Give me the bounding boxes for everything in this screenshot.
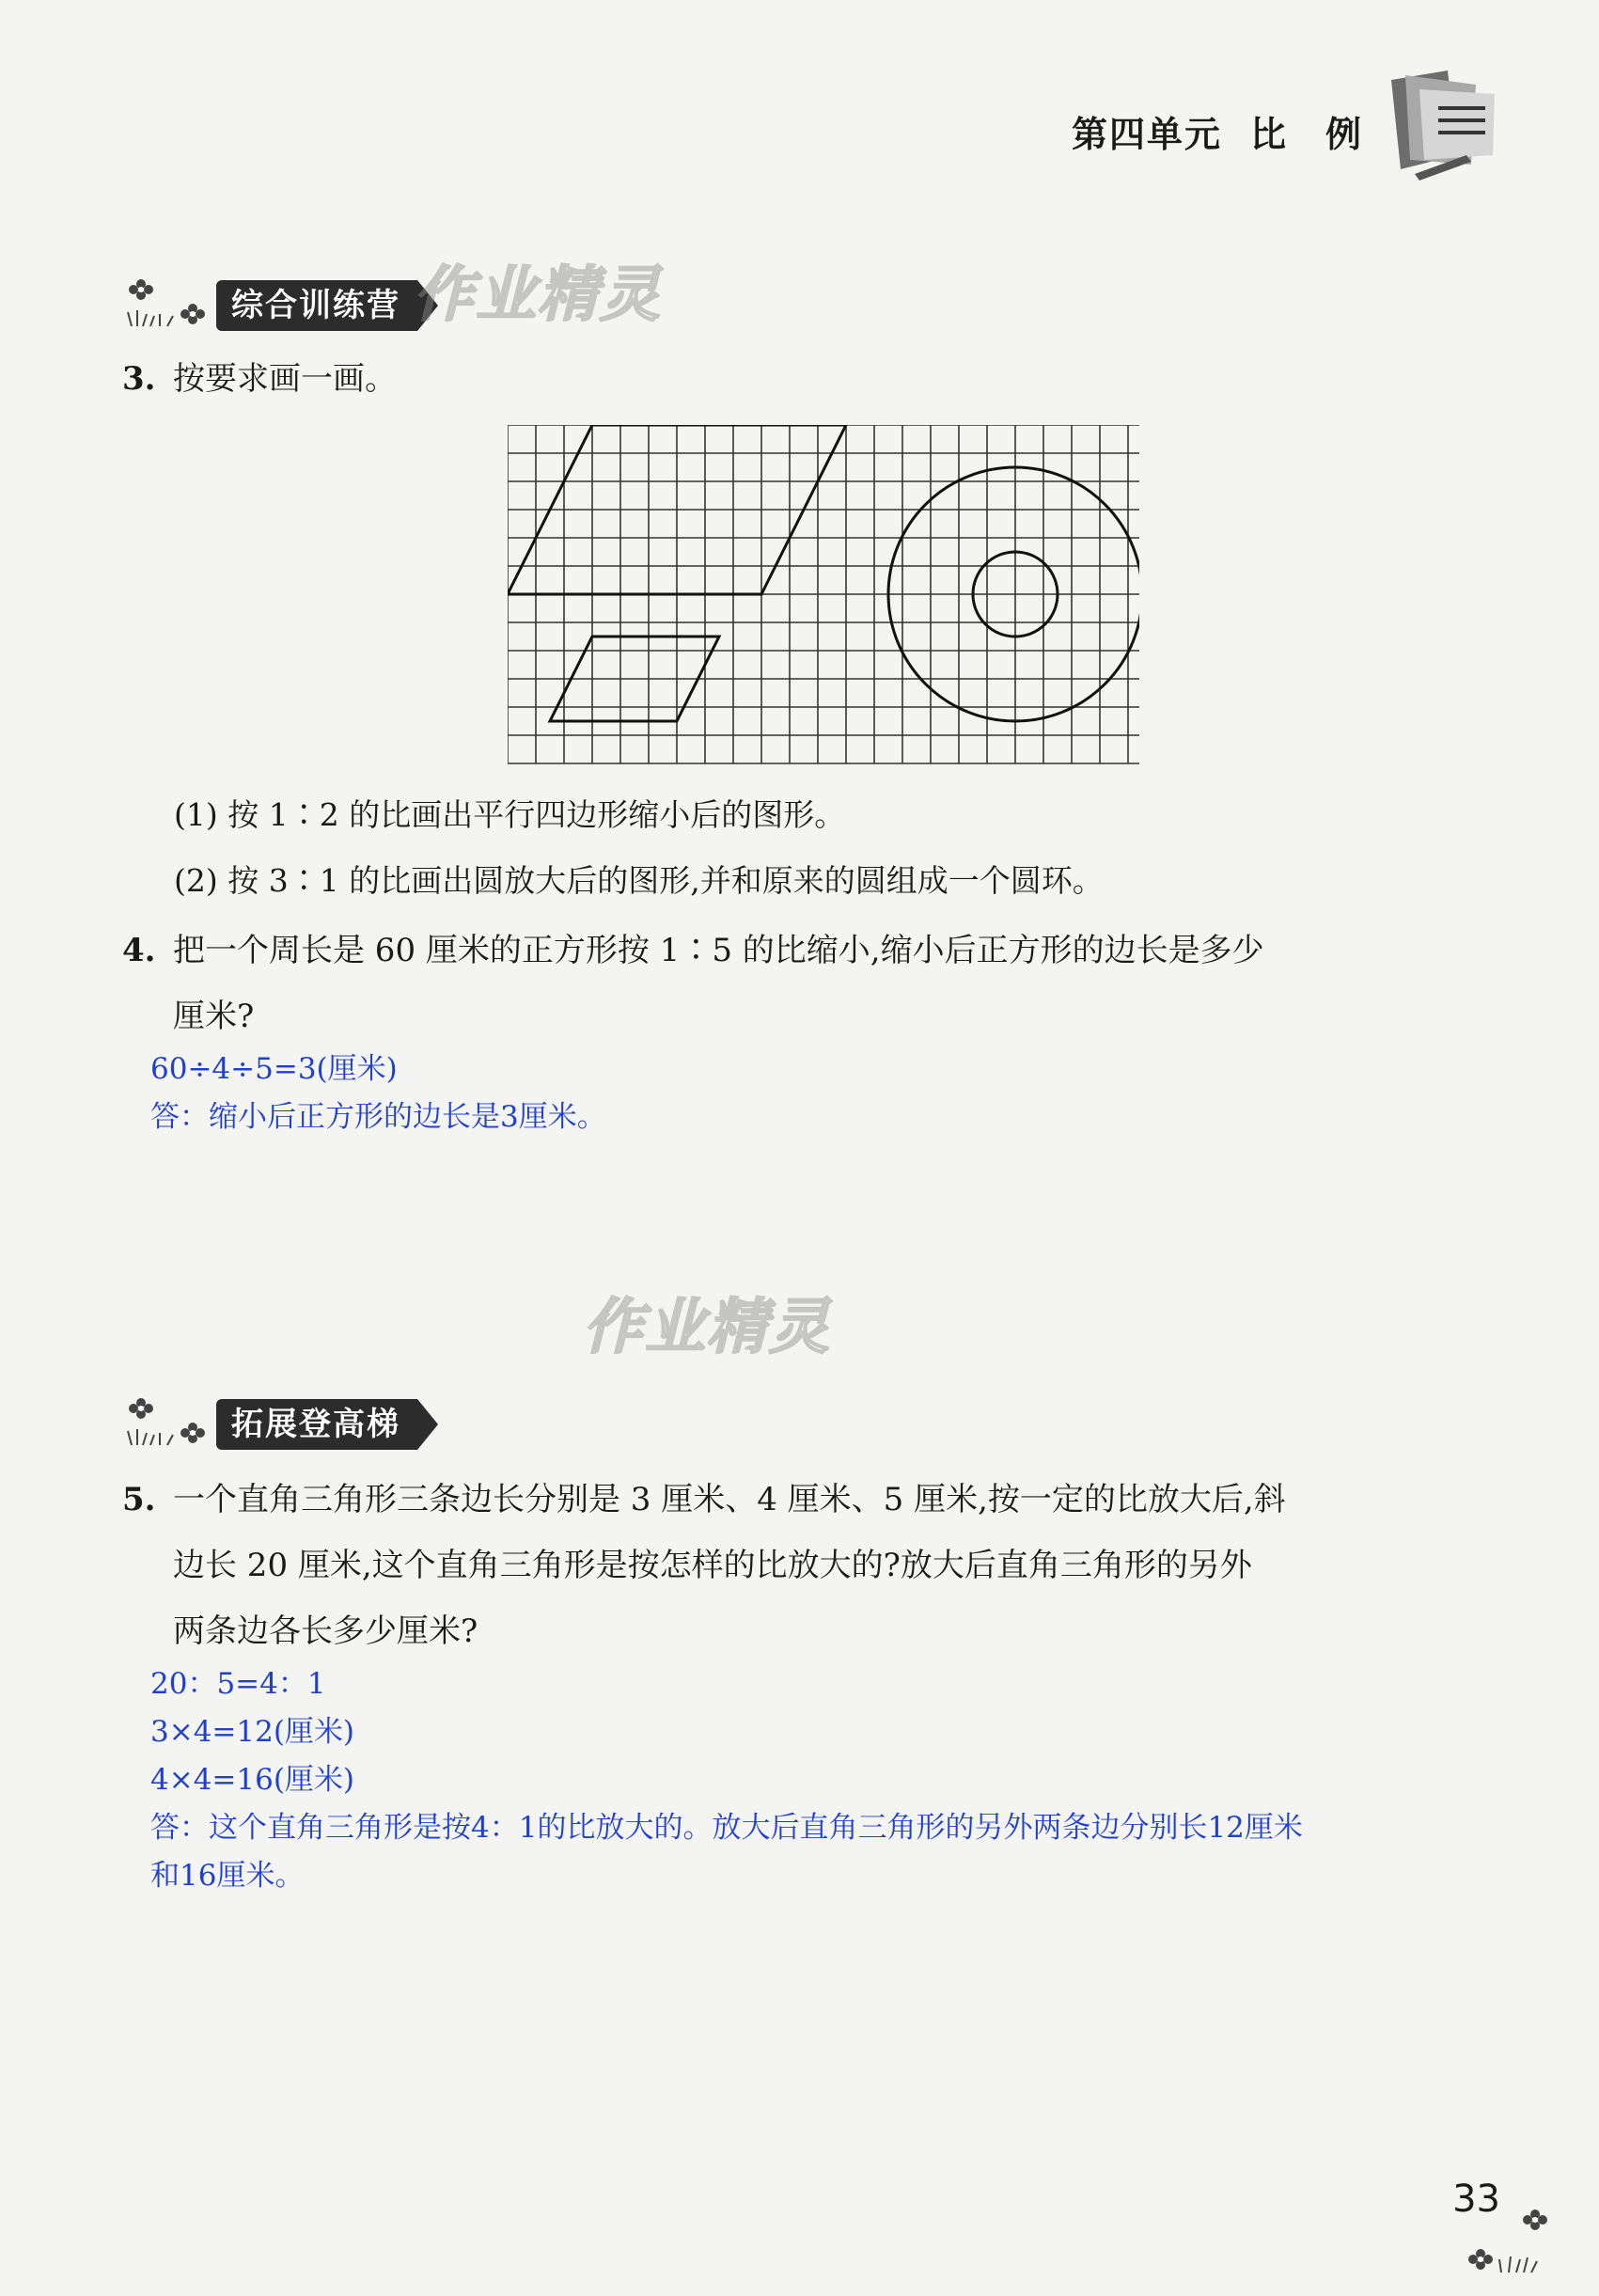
question-number: 4. <box>122 932 156 969</box>
question-4 <box>122 918 1495 1049</box>
answer-5 <box>150 1660 1513 1900</box>
answer-4 <box>150 1046 606 1141</box>
page-number: 33 <box>1452 2178 1500 2221</box>
question-3 <box>122 346 397 412</box>
section-title: 综合训练营 <box>216 280 417 331</box>
question-5 <box>122 1467 1504 1664</box>
answer-line: 答：这个直角三角形是按4：1的比放大的。放大后直角三角形的另外两条边分别长12厘米 <box>150 1811 1303 1845</box>
grid-figure <box>508 425 1139 773</box>
section-banner-extension <box>122 1393 517 1450</box>
answer-line: 20：5=4：1 <box>150 1667 326 1701</box>
question-3-part-2: (2) 按 3∶1 的比画出圆放大后的图形,并和原来的圆组成一个圆环。 <box>174 862 1104 899</box>
unit-label: 第四单元 <box>1072 114 1223 155</box>
answer-line: 答：缩小后正方形的边长是3厘米。 <box>150 1100 606 1134</box>
answer-line: 4×4=16(厘米) <box>150 1763 355 1797</box>
flower-grass-icon <box>1462 2205 1556 2280</box>
question-text: 把一个周长是 60 厘米的正方形按 1∶5 的比缩小,缩小后正方形的边长是多少 <box>173 932 1264 969</box>
answer-line: 3×4=12(厘米) <box>150 1715 355 1749</box>
question-number: 5. <box>122 1481 156 1518</box>
unit-topic: 比 例 <box>1250 114 1364 155</box>
answer-line: 和16厘米。 <box>150 1859 305 1893</box>
question-text: 一个直角三角形三条边长分别是 3 厘米、4 厘米、5 厘米,按一定的比放大后,斜 <box>173 1481 1286 1518</box>
question-3-part-1: (1) 按 1∶2 的比画出平行四边形缩小后的图形。 <box>174 796 846 833</box>
answer-line: 60÷4÷5=3(厘米) <box>150 1052 398 1086</box>
question-number: 3. <box>122 360 156 398</box>
flower-grass-icon <box>122 275 207 331</box>
watermark: 作业精灵 <box>414 260 662 330</box>
section-title: 拓展登高梯 <box>216 1399 417 1450</box>
unit-title <box>1072 105 1363 157</box>
question-text: 两条边各长多少厘米? <box>173 1612 478 1650</box>
watermark: 作业精灵 <box>583 1293 831 1362</box>
question-text: 厘米? <box>173 998 255 1035</box>
question-text: 按要求画一画。 <box>173 360 397 398</box>
flower-grass-icon <box>122 1393 207 1450</box>
book-stack-icon <box>1382 66 1504 188</box>
question-text: 边长 20 厘米,这个直角三角形是按怎样的比放大的?放大后直角三角形的另外 <box>173 1547 1252 1584</box>
